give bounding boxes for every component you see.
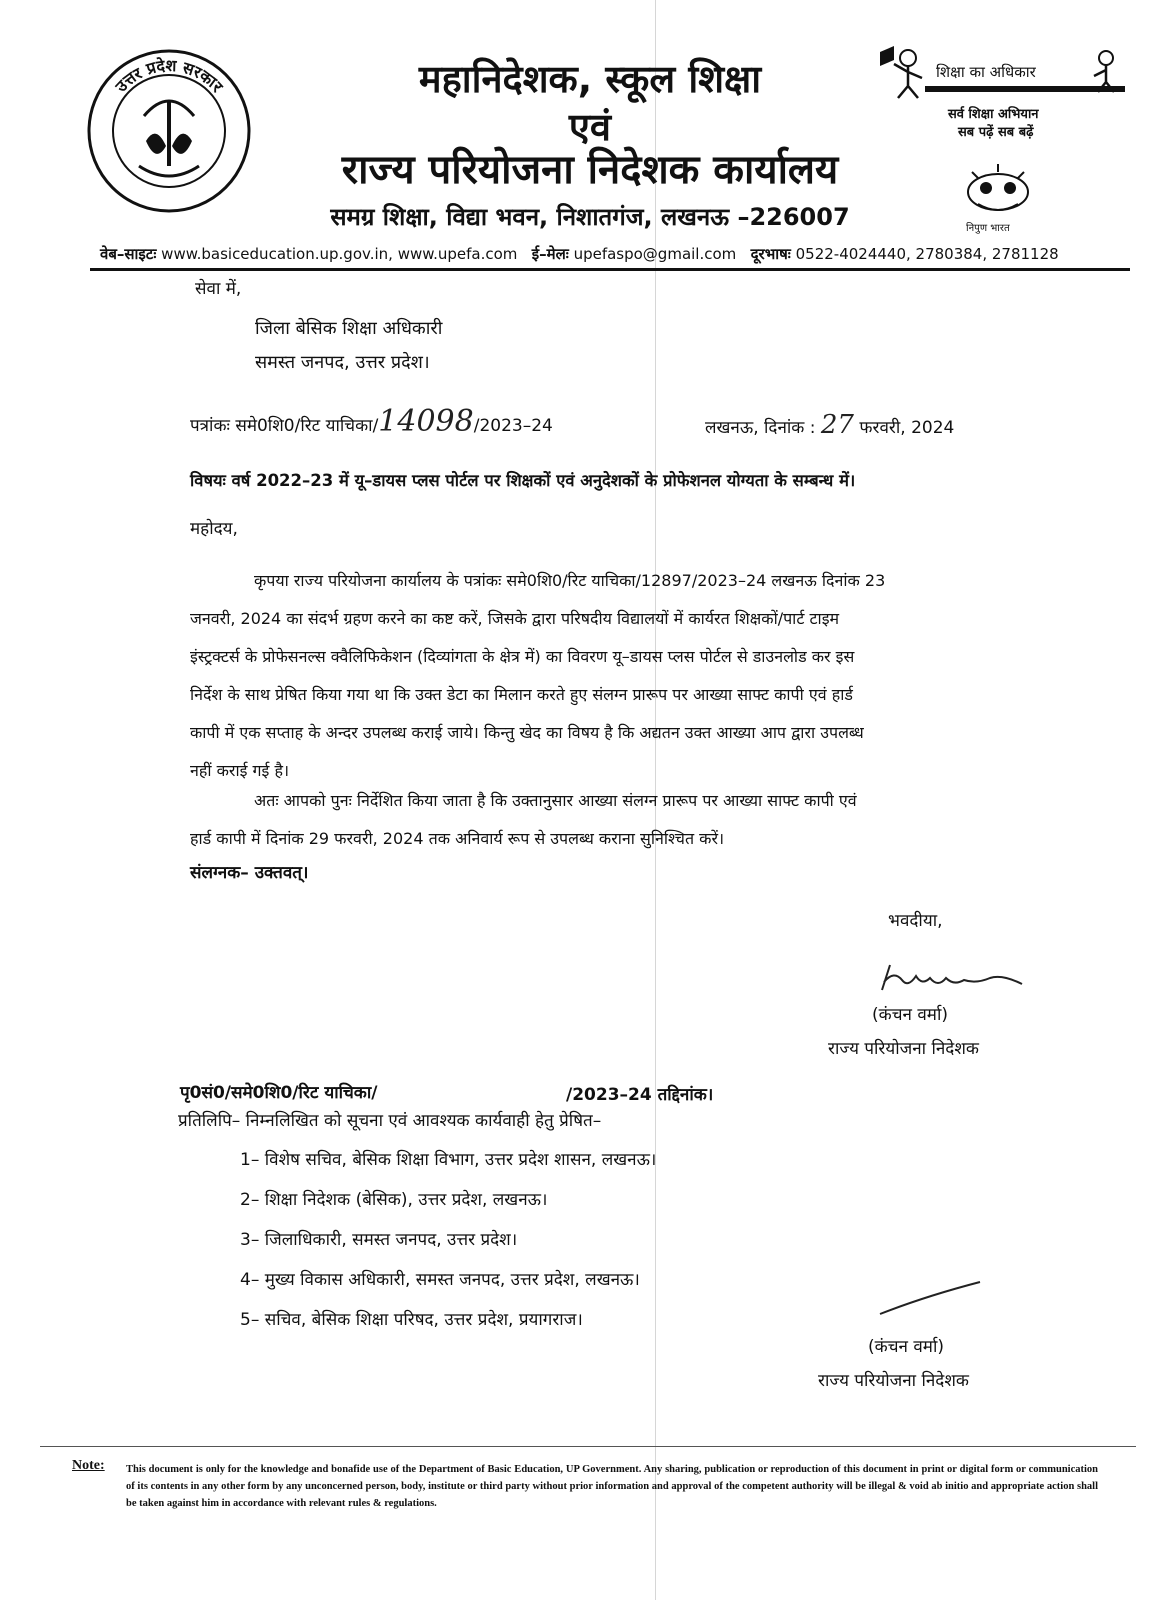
paragraph-1 — [190, 562, 1030, 790]
subject-line: विषयः वर्ष 2022–23 में यू–डायस प्लस पोर्टल पर शिक्षकों एवं अनुदेशकों के प्रोफेशनल योग्यता के सम्बन्ध में। — [190, 471, 856, 490]
ref-prefix: पत्रांकः समे0शि0/रिट याचिका/ — [190, 416, 379, 436]
list-item: 4– मुख्य विकास अधिकारी, समस्त जनपद, उत्तर प्रदेश, लखनऊ। — [240, 1270, 640, 1290]
endorsement-ref-right: /2023–24 तद्दिनांक। — [566, 1085, 714, 1105]
copy-list — [240, 1140, 656, 1340]
closing: भवदीया, — [888, 911, 943, 931]
para2-line: हार्ड कापी में दिनांक 29 फरवरी, 2024 तक अनिवार्य रूप से उपलब्ध कराना सुनिश्चित करें। — [190, 829, 725, 848]
date-prefix: लखनऊ, दिनांक : — [705, 418, 816, 438]
paragraph-2 — [190, 782, 1030, 858]
signature-1 — [872, 960, 1032, 1000]
para1-line: इंस्ट्रक्टर्स के प्रोफेसनल्स क्वैलिफिकेशन (दिव्यांगता के क्षेत्र में) का विवरण यू–डायस प्लस पोर्टल से डाउनलोड कर इस — [190, 647, 855, 666]
endorsement-ref-left: पृ0सं0/समे0शि0/रिट याचिका/ — [180, 1083, 378, 1103]
email-value: upefaspo@gmail.com — [573, 245, 737, 263]
ref-line — [190, 404, 553, 439]
up-government-emblem — [84, 46, 254, 216]
list-item: 1– विशेष सचिव, बेसिक शिक्षा विभाग, उत्तर प्रदेश शासन, लखनऊ। — [240, 1150, 657, 1170]
signature-2-name: (कंचन वर्मा) — [868, 1337, 944, 1357]
signature-2 — [876, 1278, 986, 1318]
date-line — [705, 410, 954, 440]
date-suffix: फरवरी, 2024 — [859, 418, 955, 438]
date-day: 27 — [820, 410, 854, 440]
note-text: This document is only for the knowledge and bonafide use of the Department of Basic Education, UP Government. Any sharing, publication or reproduction of this document in print or digital form or communication of its contents in any other form by any unconcerned person, body, institute or third party without prior information and approval of the competent authority will be illegal & void ab initio and appropriate action shall be taken against him in accordance with relevant rules & regulations. — [126, 1464, 1098, 1509]
salutation-to: सेवा में, — [195, 279, 242, 299]
para1-line: कृपया राज्य परियोजना कार्यालय के पत्रांकः समे0शि0/रिट याचिका/12897/2023–24 लखनऊ दिनांक 23 — [254, 571, 886, 590]
para1-line: कापी में एक सप्ताह के अन्दर उपलब्ध कराई जाये। किन्तु खेद का विषय है कि अद्यतन उक्त आख्या आप द्वारा उपलब्ध — [190, 723, 864, 742]
web-label: वेब–साइटः — [100, 245, 157, 263]
header-title-line3: राज्य परियोजना निदेशक कार्यालय — [341, 147, 839, 193]
greeting: महोदय, — [190, 519, 238, 539]
rte-logo-label: शिक्षा का अधिकार — [936, 63, 1036, 81]
enclosure: संलग्नक– उक्तवत्। — [190, 863, 309, 883]
signature-2-designation: राज्य परियोजना निदेशक — [818, 1371, 969, 1391]
signature-1-name: (कंचन वर्मा) — [872, 1005, 948, 1025]
note-label: Note: — [72, 1458, 105, 1473]
phone-label: दूरभाषः — [750, 245, 791, 263]
header-address: समग्र शिक्षा, विद्या भवन, निशातगंज, लखनऊ –226007 — [330, 203, 850, 231]
contact-line — [100, 244, 1100, 264]
header-title-line2: एवं — [568, 105, 612, 149]
nipun-bharat-logo — [958, 160, 1038, 220]
list-item: 3– जिलाधिकारी, समस्त जनपद, उत्तर प्रदेश। — [240, 1230, 518, 1250]
nipun-bharat-label: निपुण भारत — [966, 223, 1010, 234]
footer-rule — [40, 1446, 1136, 1447]
para2-line: अतः आपको पुनः निर्देशित किया जाता है कि उक्तानुसार आख्या संलग्न प्रारूप पर आख्या साफ्ट कापी एवं — [254, 791, 857, 810]
emblem-text: उत्तर प्रदेश सरकार — [111, 55, 227, 96]
recipient-line2: समस्त जनपद, उत्तर प्रदेश। — [255, 352, 430, 373]
para1-line: जनवरी, 2024 का संदर्भ ग्रहण करने का कष्ट करें, जिसके द्वारा परिषदीय विद्यालयों में कार्यरत शिक्षकों/पार्ट टाइम — [190, 609, 840, 628]
list-item: 5– सचिव, बेसिक शिक्षा परिषद, उत्तर प्रदेश, प्रयागराज। — [240, 1310, 583, 1330]
web-value: www.basiceducation.up.gov.in, www.upefa.com — [161, 245, 518, 263]
signature-1-designation: राज्य परियोजना निदेशक — [828, 1039, 979, 1059]
para1-line: निर्देश के साथ प्रेषित किया गया था कि उक्त डेटा का मिलान करते हुए संलग्न प्रारूप पर आख्या साफ्ट कापी एवं हार्ड — [190, 685, 853, 704]
ref-number: 14098 — [378, 404, 474, 439]
header-rule — [90, 268, 1130, 271]
para1-line: नहीं कराई गई है। — [190, 761, 290, 780]
phone-value: 0522-4024440, 2780384, 2781128 — [795, 245, 1059, 263]
recipient-line1: जिला बेसिक शिक्षा अधिकारी — [255, 318, 443, 339]
list-item: 2– शिक्षा निदेशक (बेसिक), उत्तर प्रदेश, लखनऊ। — [240, 1190, 548, 1210]
email-label: ई–मेलः — [531, 245, 569, 263]
copy-intro: प्रतिलिपि– निम्नलिखित को सूचना एवं आवश्यक कार्यवाही हेतु प्रेषित– — [178, 1111, 602, 1131]
ssa-line1: सर्व शिक्षा अभियान — [948, 107, 1039, 122]
ssa-line2: सब पढ़ें सब बढ़ें — [958, 125, 1034, 140]
ref-suffix: /2023–24 — [473, 416, 553, 436]
header-title-line1: महानिदेशक, स्कूल शिक्षा — [418, 57, 762, 101]
